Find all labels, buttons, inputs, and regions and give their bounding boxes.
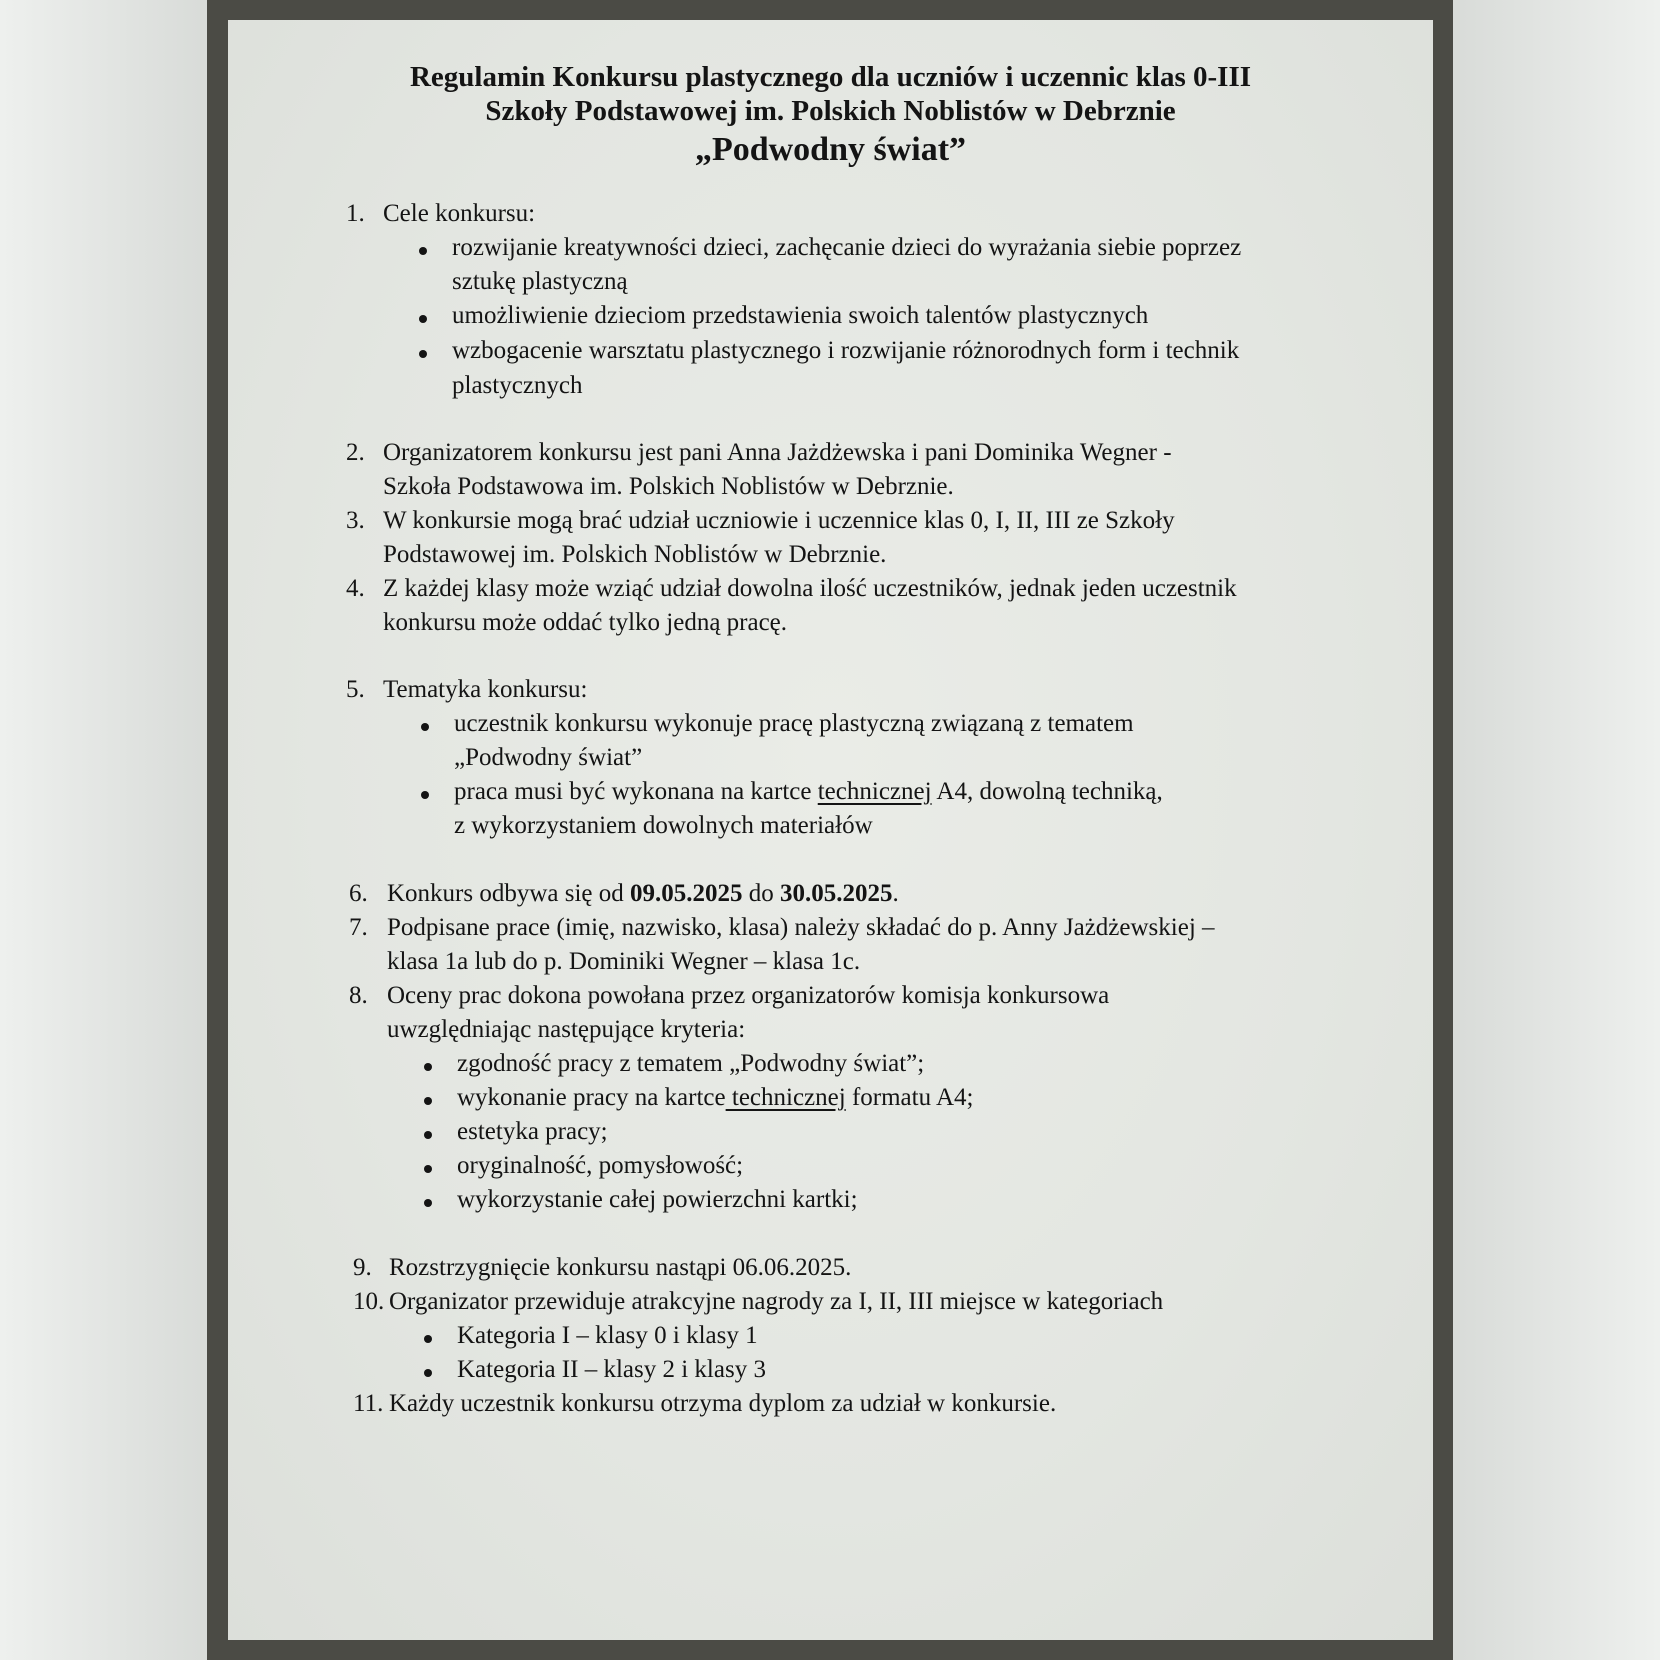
criterion-text: zgodność pracy z tematem „Podwodny świat”; (457, 1050, 925, 1077)
item-text (387, 880, 899, 908)
underlined-word: technicznej (817, 778, 932, 805)
item-number: 10. (353, 1288, 385, 1315)
bullet-icon (424, 1131, 432, 1139)
item-text: Tematyka konkursu: (383, 676, 588, 703)
bullet-text-cont: plastycznych (452, 372, 583, 399)
item-number: 11. (353, 1390, 384, 1417)
start-date: 09.05.2025 (630, 880, 743, 907)
text-segment: formatu A4; (845, 1084, 974, 1111)
title-line-2: Szkoły Podstawowej im. Polskich Noblistów w Debrznie (485, 95, 1176, 127)
title-line-1: Regulamin Konkursu plastycznego dla uczniów i uczennic klas 0-III (409, 61, 1252, 93)
text-segment: Konkurs odbywa się od (387, 880, 631, 907)
item-text: Rozstrzygnięcie konkursu nastąpi 06.06.2025. (389, 1254, 852, 1281)
item-number: 5. (346, 676, 365, 703)
item-text-cont: Podstawowej im. Polskich Noblistów w Debrznie. (383, 541, 887, 568)
bullet-icon (424, 1369, 432, 1377)
bullet-text: uczestnik konkursu wykonuje pracę plastyczną związaną z tematem (454, 710, 1134, 737)
item-number: 6. (349, 880, 368, 907)
item-number: 8. (349, 982, 368, 1009)
bullet-text (454, 778, 1163, 806)
category-text: Kategoria II – klasy 2 i klasy 3 (457, 1356, 766, 1383)
text-segment: praca musi być wykonana na kartce (454, 778, 818, 805)
bullet-text: umożliwienie dzieciom przedstawienia swoich talentów plastycznych (452, 302, 1149, 329)
bullet-icon (424, 1199, 432, 1207)
item-text-cont: uwzględniając następujące kryteria: (387, 1016, 746, 1043)
bullet-icon (419, 350, 427, 358)
criterion-text: estetyka pracy; (457, 1118, 608, 1145)
criterion-text: oryginalność, pomysłowość; (457, 1152, 744, 1179)
item-text: Z każdej klasy może wziąć udział dowolna ilość uczestników, jednak jeden uczestnik (383, 575, 1237, 602)
underlined-word: technicznej (725, 1084, 846, 1111)
bullet-text: rozwijanie kreatywności dzieci, zachęcanie dzieci do wyrażania siebie poprzez (452, 234, 1242, 261)
bullet-icon (424, 1097, 432, 1105)
bullet-icon (424, 1063, 432, 1071)
item-text: Każdy uczestnik konkursu otrzyma dyplom za udział w konkursie. (389, 1390, 1057, 1417)
title-line-3: „Podwodny świat” (694, 131, 967, 168)
bullet-icon (419, 247, 427, 255)
item-number: 2. (346, 439, 365, 466)
bullet-text: wzbogacenie warsztatu plastycznego i rozwijanie różnorodnych form i technik (452, 337, 1240, 364)
document-page (228, 20, 1433, 1640)
bullet-text-cont: z wykorzystaniem dowolnych materiałów (454, 812, 873, 839)
criterion-text: wykorzystanie całej powierzchni kartki; (457, 1186, 858, 1213)
text-segment: . (892, 880, 899, 907)
category-text: Kategoria I – klasy 0 i klasy 1 (457, 1322, 758, 1349)
item-text: Organizator przewiduje atrakcyjne nagrody za I, II, III miejsce w kategoriach (389, 1288, 1164, 1315)
document-title (228, 60, 1433, 172)
item-text-cont: konkursu może oddać tylko jedną pracę. (383, 609, 788, 636)
bullet-icon (421, 723, 429, 731)
item-text: Organizatorem konkursu jest pani Anna Jażdżewska i pani Dominika Wegner - (383, 439, 1172, 466)
bullet-icon (421, 791, 429, 799)
item-text: Cele konkursu: (383, 200, 536, 227)
text-segment: A4, dowolną techniką, (931, 778, 1163, 805)
item-text-cont: Szkoła Podstawowa im. Polskich Noblistów w Debrznie. (383, 473, 954, 500)
bullet-icon (424, 1165, 432, 1173)
item-number: 3. (346, 507, 365, 534)
item-number: 7. (349, 914, 368, 941)
item-text: Oceny prac dokona powołana przez organizatorów komisja konkursowa (387, 982, 1110, 1009)
criterion-text (457, 1084, 973, 1112)
bullet-text-cont: „Podwodny świat” (454, 744, 643, 771)
bullet-icon (419, 315, 427, 323)
text-segment: do (742, 880, 781, 907)
end-date: 30.05.2025 (780, 880, 893, 907)
item-number: 4. (346, 575, 365, 602)
item-number: 9. (353, 1254, 372, 1281)
item-text: W konkursie mogą brać udział uczniowie i uczennice klas 0, I, II, III ze Szkoły (383, 507, 1175, 534)
bullet-icon (424, 1335, 432, 1343)
text-segment: wykonanie pracy na kartce (457, 1084, 726, 1111)
item-text: Podpisane prace (imię, nazwisko, klasa) należy składać do p. Anny Jażdżewskiej – (387, 914, 1215, 941)
bullet-text-cont: sztukę plastyczną (452, 268, 628, 295)
item-number: 1. (346, 200, 365, 227)
item-text-cont: klasa 1a lub do p. Dominiki Wegner – klasa 1c. (387, 948, 861, 975)
